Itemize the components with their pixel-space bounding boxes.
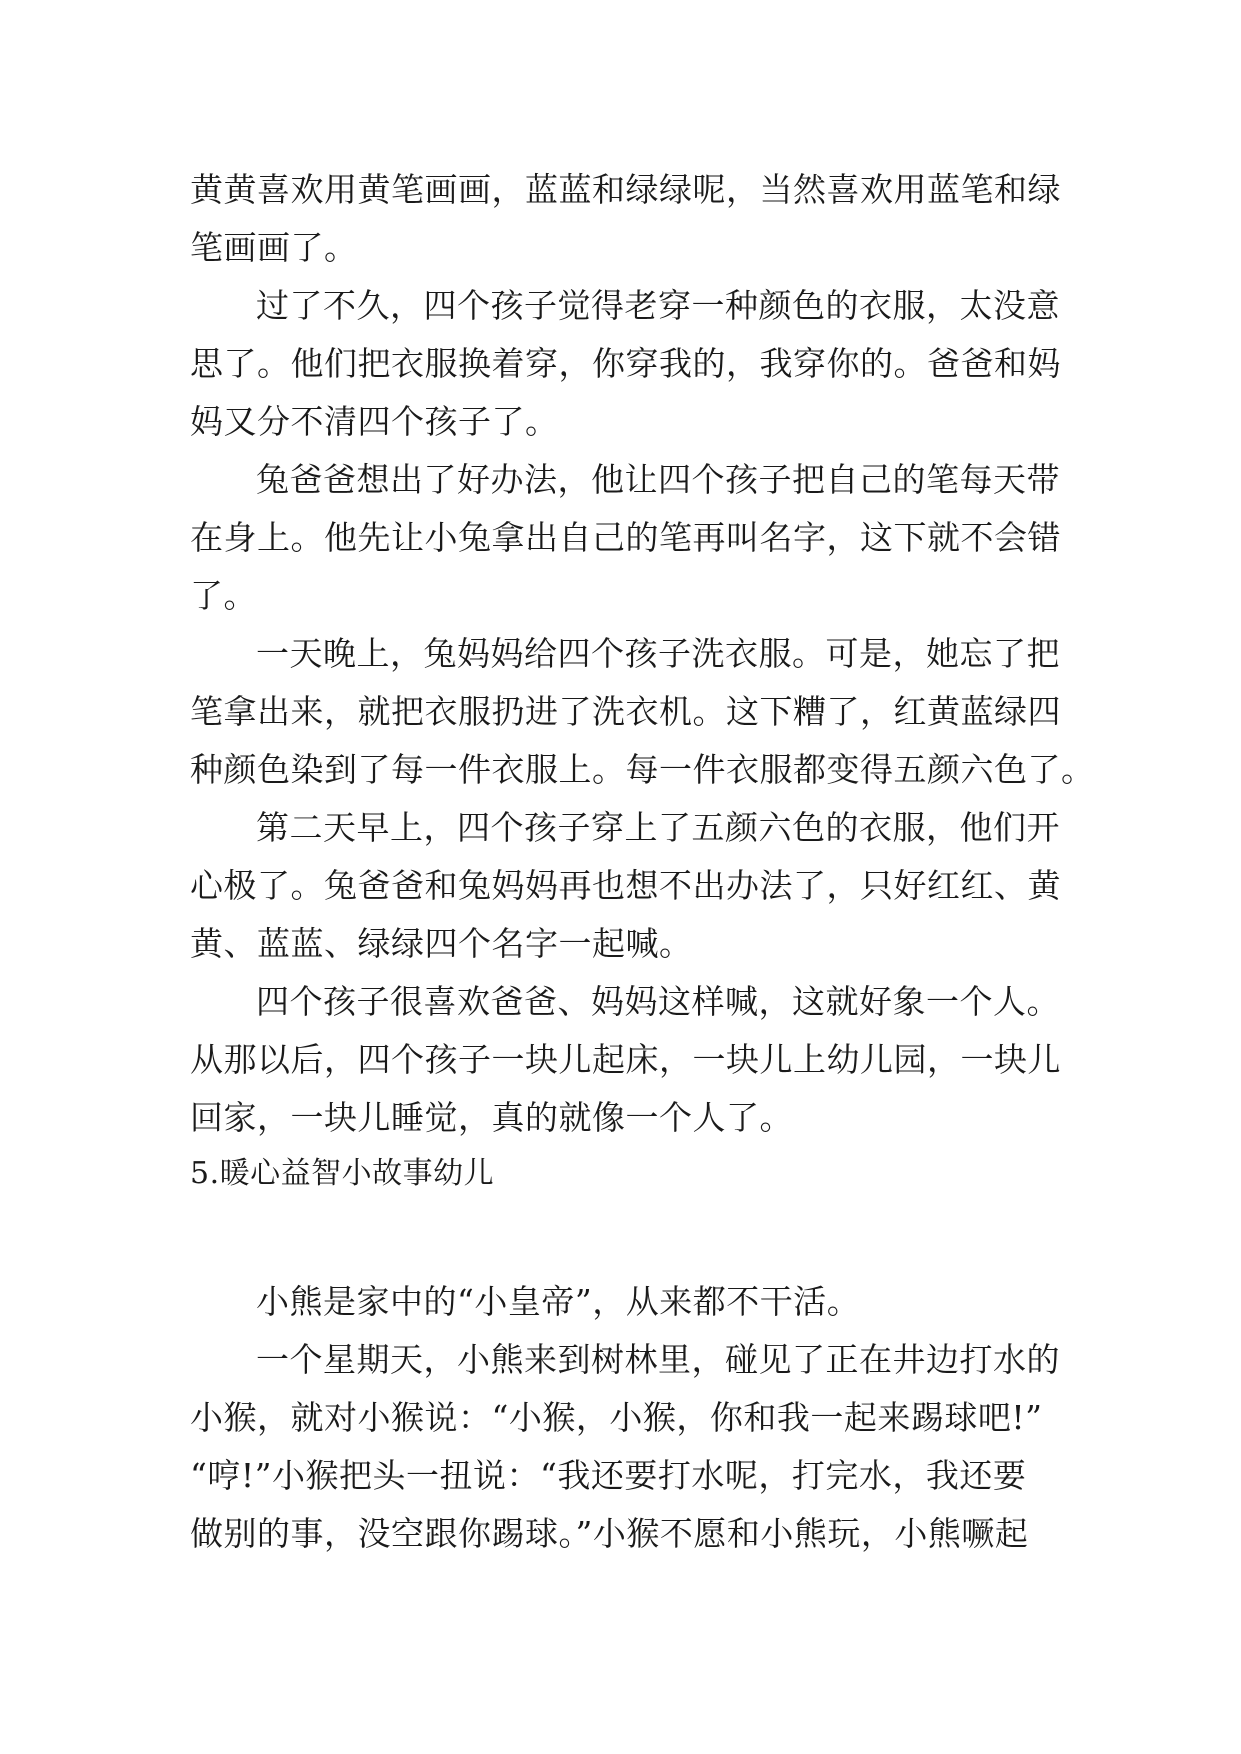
paragraph-start: 过了不久，四个孩子觉得老穿一种颜色的衣服，太没意 — [256, 286, 1060, 325]
paragraph-start: 一天晚上，兔妈妈给四个孩子洗衣服。可是，她忘了把 — [256, 634, 1060, 673]
text-line: 回家，一块儿睡觉，真的就像一个人了。 — [190, 1098, 793, 1137]
text-line: 黄黄喜欢用黄笔画画，蓝蓝和绿绿呢，当然喜欢用蓝笔和绿 — [190, 170, 1061, 209]
text-line: 心极了。兔爸爸和兔妈妈再也想不出办法了，只好红红、黄 — [190, 866, 1061, 905]
text-line: 了。 — [190, 576, 257, 615]
text-line: 在身上。他先让小兔拿出自己的笔再叫名字，这下就不会错 — [190, 518, 1061, 557]
paragraph-start: 一个星期天，小熊来到树林里，碰见了正在井边打水的 — [256, 1340, 1060, 1379]
text-line: 从那以后，四个孩子一块儿起床，一块儿上幼儿园，一块儿 — [190, 1040, 1061, 1079]
text-line: 思了。他们把衣服换着穿，你穿我的，我穿你的。爸爸和妈 — [190, 344, 1061, 383]
paragraph-start: 兔爸爸想出了好办法，他让四个孩子把自己的笔每天带 — [256, 460, 1060, 499]
paragraph-start: 四个孩子很喜欢爸爸、妈妈这样喊，这就好象一个人。 — [256, 982, 1060, 1021]
section-heading: 5.暖心益智小故事幼儿 — [190, 1156, 495, 1191]
text-line: 做别的事，没空跟你踢球。”小猴不愿和小熊玩，小熊噘起 — [190, 1514, 1029, 1553]
text-line: “哼!”小猴把头一扭说：“我还要打水呢，打完水，我还要 — [190, 1456, 1027, 1495]
text-line: 小猴，就对小猴说：“小猴，小猴，你和我一起来踢球吧!” — [190, 1398, 1043, 1437]
text-line: 笔画画了。 — [190, 228, 358, 267]
paragraph-start: 小熊是家中的“小皇帝”，从来都不干活。 — [256, 1282, 861, 1321]
text-line: 种颜色染到了每一件衣服上。每一件衣服都变得五颜六色了。 — [190, 750, 1095, 789]
paragraph-start: 第二天早上，四个孩子穿上了五颜六色的衣服，他们开 — [256, 808, 1060, 847]
text-line: 笔拿出来，就把衣服扔进了洗衣机。这下糟了，红黄蓝绿四 — [190, 692, 1061, 731]
text-line: 妈又分不清四个孩子了。 — [190, 402, 559, 441]
text-line: 黄、蓝蓝、绿绿四个名字一起喊。 — [190, 924, 693, 963]
